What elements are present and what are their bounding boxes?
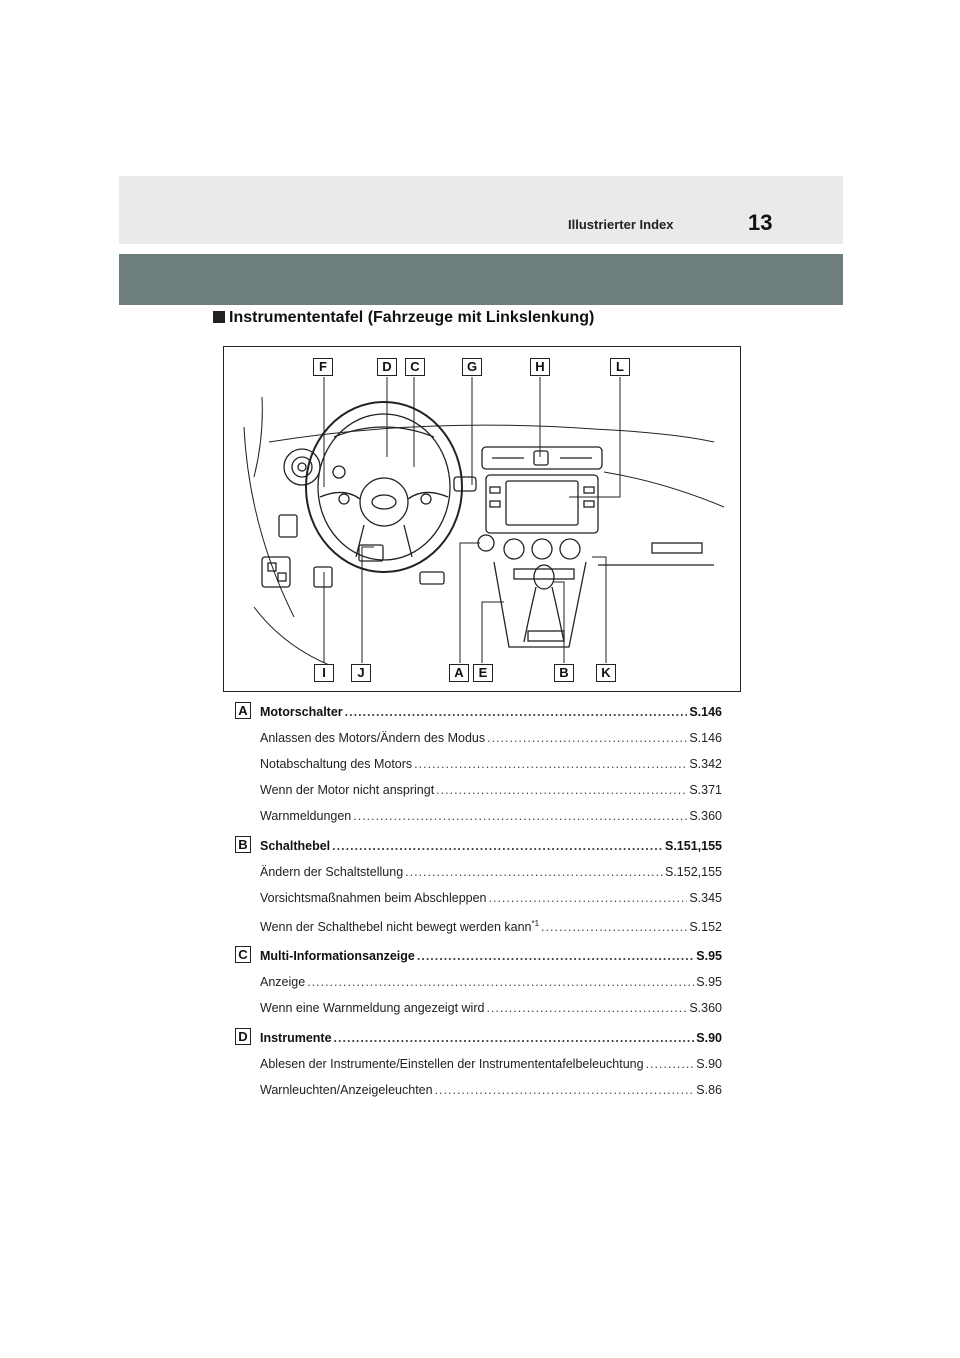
entry-label: Wenn der Motor nicht anspringt [260,783,435,797]
callout-J: J [351,664,371,682]
index-entry-main [260,839,722,853]
callout-F: F [313,358,333,376]
callout-L: L [610,358,630,376]
entry-label: Notabschaltung des Motors [260,757,413,771]
entry-page-link[interactable]: S.342 [689,757,722,771]
dashboard-drawing [224,347,742,693]
entry-label: Warnleuchten/Anzeigeleuchten [260,1083,433,1097]
page-number: 13 [748,210,773,235]
entry-page-link[interactable]: S.152 [689,920,722,934]
index-entry [260,757,722,771]
callout-G: G [462,358,482,376]
entry-page-link[interactable]: S.90 [696,1057,722,1071]
index-entry [260,1001,722,1015]
entry-label: Wenn eine Warnmeldung angezeigt wird [260,1001,485,1015]
index-entry [260,865,722,879]
callout-K: K [596,664,616,682]
index-entry [260,920,722,934]
entry-page-link[interactable]: S.146 [689,731,722,745]
section-tab-A: A [235,702,251,719]
entry-page-link[interactable]: S.146 [689,705,722,719]
entry-label: Anlassen des Motors/Ändern des Modus [260,731,486,745]
index-entry [260,783,722,797]
index-entry [260,975,722,989]
index-entry [260,891,722,905]
entry-page-link[interactable]: S.345 [689,891,722,905]
entry-page-link[interactable]: S.86 [696,1083,722,1097]
entry-label: Multi-Informationsanzeige [260,949,415,963]
index-entry [260,1083,722,1097]
heading-square-icon [213,311,225,323]
index-entry [260,1057,722,1071]
section-tab-C: C [235,946,251,963]
callout-E: E [473,664,493,682]
entry-page-link[interactable]: S.95 [696,949,722,963]
callout-A: A [449,664,469,682]
entry-page-link[interactable]: S.90 [696,1031,722,1045]
entry-label: Wenn der Schalthebel nicht bewegt werden kann$^{*1}$ [260,918,540,934]
entry-label: Schalthebel [260,839,331,853]
header-band [119,176,843,244]
dashboard-illustration [223,346,741,692]
section-heading [213,309,594,327]
section-tab-B: B [235,836,251,853]
entry-page-link[interactable]: S.152,155 [665,865,722,879]
entry-label: Warnmeldungen [260,809,352,823]
entry-label: Ablesen der Instrumente/Einstellen der Instrumententafelbeleuchtung [260,1057,644,1071]
index-entry-main [260,705,722,719]
entry-page-link[interactable]: S.371 [689,783,722,797]
callout-C: C [405,358,425,376]
entry-label: Anzeige [260,975,306,989]
entry-label: Instrumente [260,1031,332,1045]
index-entry [260,731,722,745]
entry-label: Vorsichtsmaßnahmen beim Abschleppen [260,891,487,905]
callout-H: H [530,358,550,376]
index-entry-main [260,949,722,963]
header-title: Illustrierter Index [568,217,674,232]
header-dark-band [119,254,843,305]
entry-label: Ändern der Schaltstellung [260,865,404,879]
section-tab-D: D [235,1028,251,1045]
index-entry-main [260,1031,722,1045]
entry-page-link[interactable]: S.95 [696,975,722,989]
section-heading-text: Instrumententafel (Fahrzeuge mit Linkslenkung) [229,309,595,326]
callout-B: B [554,664,574,682]
entry-page-link[interactable]: S.151,155 [665,839,722,853]
entry-page-link[interactable]: S.360 [689,809,722,823]
callout-I: I [314,664,334,682]
callout-D: D [377,358,397,376]
entry-page-link[interactable]: S.360 [689,1001,722,1015]
index-entry [260,809,722,823]
entry-label: Motorschalter [260,705,343,719]
